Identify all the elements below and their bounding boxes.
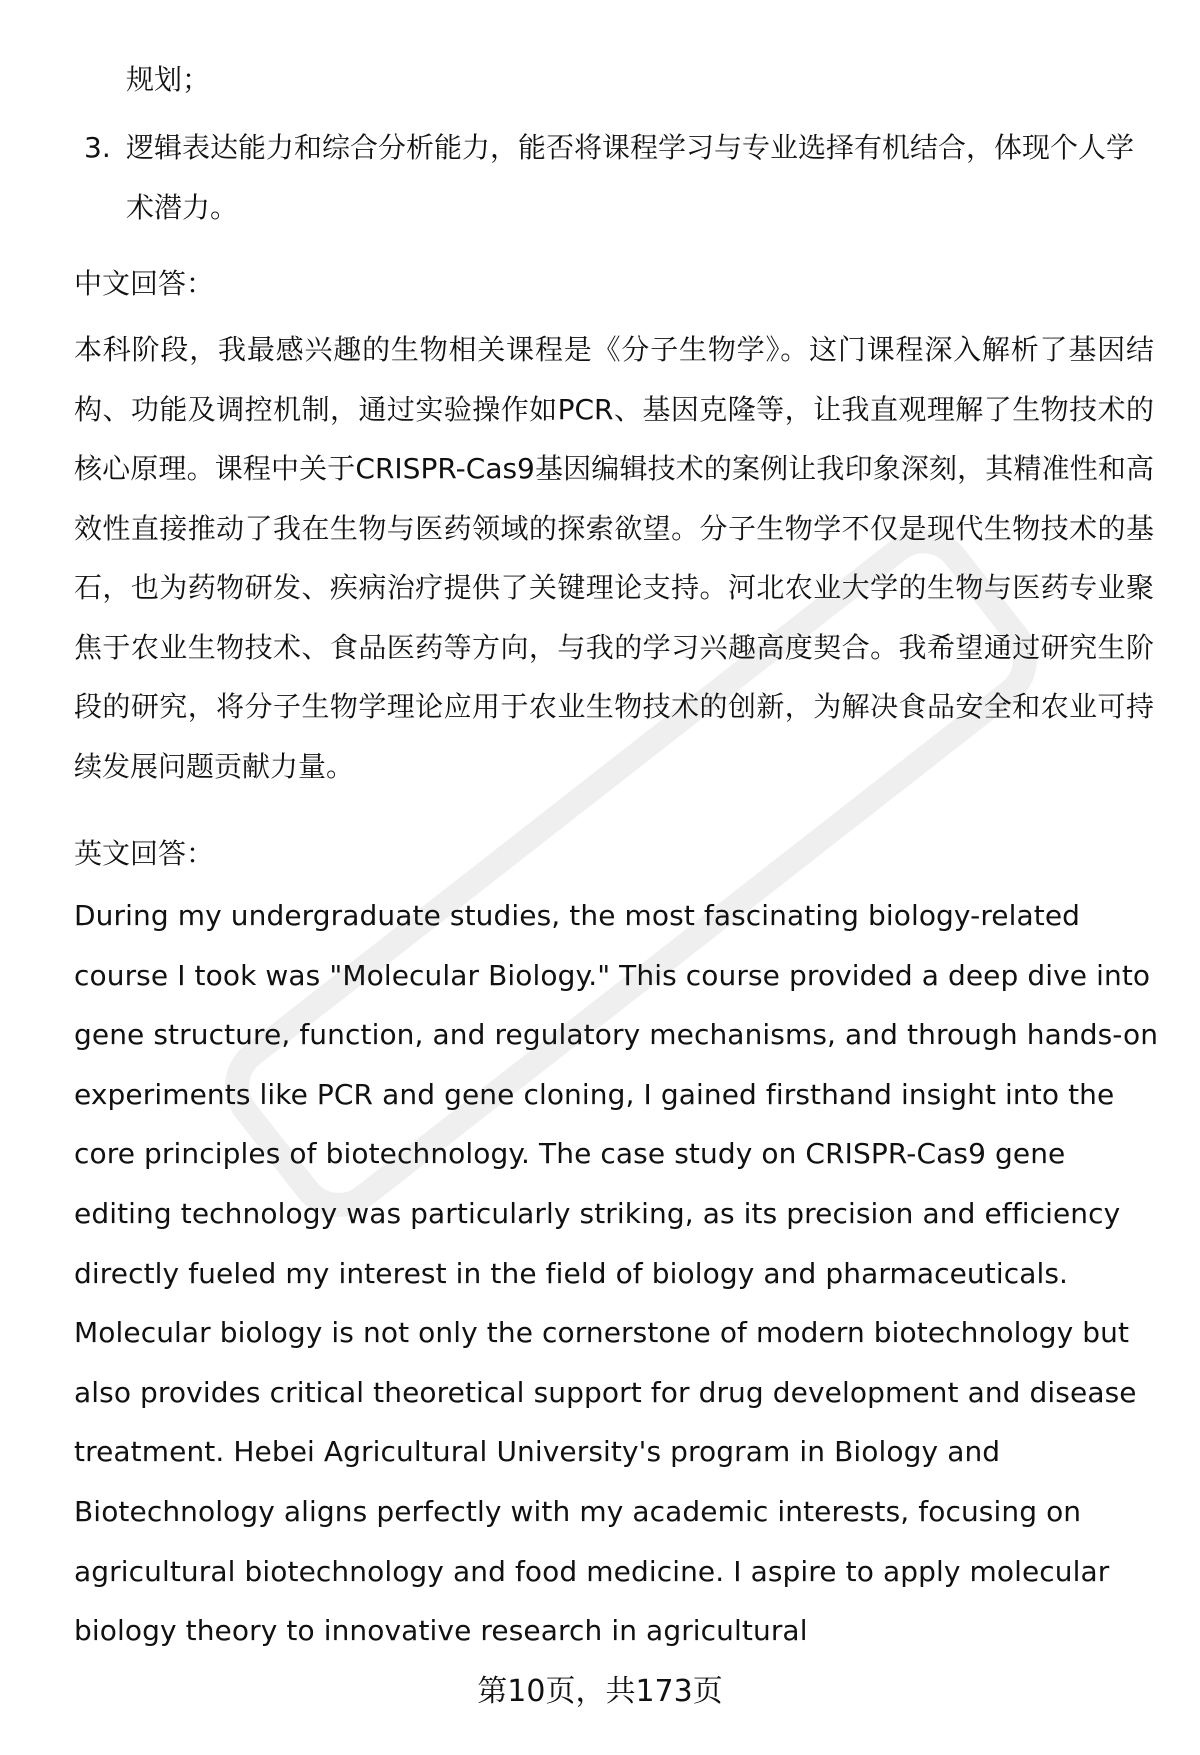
chinese-answer-text: 本科阶段，我最感兴趣的生物相关课程是《分子生物学》。这门课程深入解析了基因结构、功能及调控机制，通过实验操作如PCR、基因克隆等，让我直观理解了生物技术的核心原理。课程中关于CRISPR-Cas9基因编辑技术的案例让我印象深刻，其精准性和高效性直接推动了我在生物与医药领域的探索欲望。分子生物学不仅是现代生物技术的基石，也为药物研发、疾病治疗提供了关键理论支持。河北农业大学的生物与医药专业聚焦于农业生物技术、食品医药等方向，与我的学习兴趣高度契合。我希望通过研究生阶段的研究，将分子生物学理论应用于农业生物技术的创新，为解决食品安全和农业可持续发展问题贡献力量。 (74, 333, 1154, 783)
chinese-answer-label: 中文回答： (74, 267, 215, 300)
english-answer-label: 英文回答： (74, 837, 215, 870)
list-item-number: 3. (84, 131, 111, 164)
continuation-text: 规划； (126, 63, 211, 96)
page-footer: 第10页，共173页 (477, 1674, 723, 1709)
list-item-text: 逻辑表达能力和综合分析能力，能否将课程学习与专业选择有机结合，体现个人学术潜力。 (126, 131, 1135, 224)
english-answer-text: During my undergraduate studies, the most fascinating biology-related course I took was "Molecular Biology." This course provided a deep dive into gene structure, function, and regulatory mechanisms, and through hands-on experiments like PCR and gene cloning, I gained firsthand insight into the core principles of biotechnology. The case study on CRISPR-Cas9 gene editing technology was particularly striking, as its precision and efficiency directly fueled my interest in the field of biology and pharmaceuticals. Molecular biology is not only the cornerstone of modern biotechnology but also provides critical theoretical support for drug development and disease treatment. Hebei Agricultural University's program in Biology and Biotechnology aligns perfectly with my academic interests, focusing on agricultural biotechnology and food medicine. I aspire to apply molecular biology theory to innovative research in agricultural (74, 899, 1159, 1648)
